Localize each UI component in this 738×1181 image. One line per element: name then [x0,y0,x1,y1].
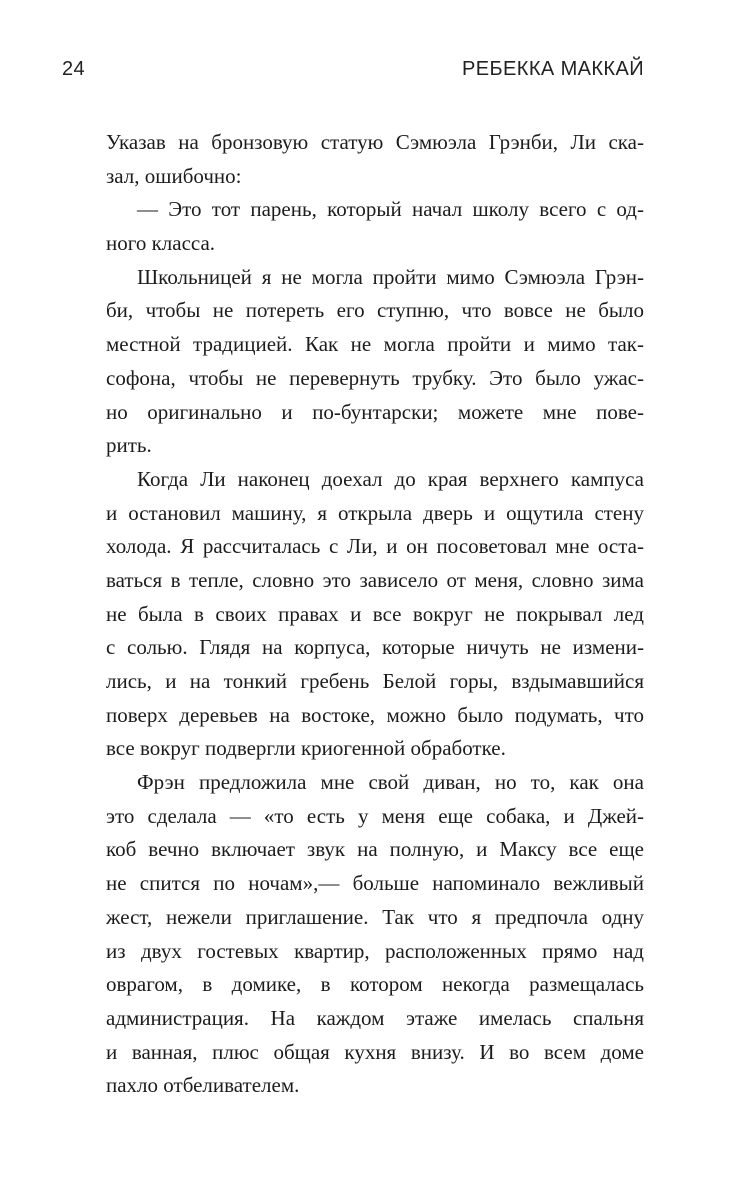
text-line: коб вечно включает звук на полную, и Максу все еще [106,837,644,862]
page-header [62,58,644,88]
text-line: би, чтобы не потереть его ступню, что вовсе не было [106,298,644,323]
text-line: местной традицией. Как не могла пройти и мимо так- [106,332,644,357]
text-line: Фрэн предложила мне свой диван, но то, как она [137,770,644,795]
text-line: зал, ошибочно: [106,163,242,188]
text-line: софона, чтобы не перевернуть трубку. Это было ужас- [106,365,644,390]
text-line: жест, нежели приглашение. Так что я предпочла одну [106,904,644,929]
text-line: рить. [106,433,152,458]
text-line: ваться в тепле, словно это зависело от меня, словно зима [106,567,644,592]
text-line: поверх деревьев на востоке, можно было подумать, что [106,702,644,727]
text-line: пахло отбеливателем. [106,1073,300,1098]
text-line: холода. Я рассчиталась с Ли, и он посоветовал мне оста- [106,534,644,559]
page-number: 24 [62,58,86,80]
text-line: — Это тот парень, который начал школу всего с од- [137,197,644,222]
text-line: Школьницей я не могла пройти мимо Сэмюэла Грэн- [137,264,644,289]
text-line: Указав на бронзовую статую Сэмюэла Грэнби, Ли ска- [106,130,644,154]
running-head-author: РЕБЕККА МАККАЙ [462,58,644,80]
text-line: не спится по ночам»,— больше напоминало вежливый [106,871,644,896]
text-line: это сделала — «то есть у меня еще собака, и Джей- [106,803,644,828]
text-line: не была в своих правах и все вокруг не покрывал лед [106,601,644,626]
text-line: оврагом, в домике, в котором некогда размещалась [106,972,644,997]
text-line: администрация. На каждом этаже имелась спальня [106,1005,644,1030]
text-line: Когда Ли наконец доехал до края верхнего кампуса [137,466,644,491]
text-line: с солью. Глядя на корпуса, которые ничуть не измени- [106,635,644,660]
text-line: и остановил машину, я открыла дверь и ощутила стену [106,500,644,525]
text-line: но оригинально и по-бунтарски; можете мне пове- [106,399,644,424]
body-text [106,126,644,1103]
text-line: ного класса. [106,231,216,256]
text-line: из двух гостевых квартир, расположенных прямо над [106,938,644,963]
text-line: все вокруг подвергли криогенной обработке. [106,736,506,761]
text-line: лись, и на тонкий гребень Белой горы, вздымавшийся [106,669,644,693]
text-line: и ванная, плюс общая кухня внизу. И во всем доме [106,1039,644,1064]
